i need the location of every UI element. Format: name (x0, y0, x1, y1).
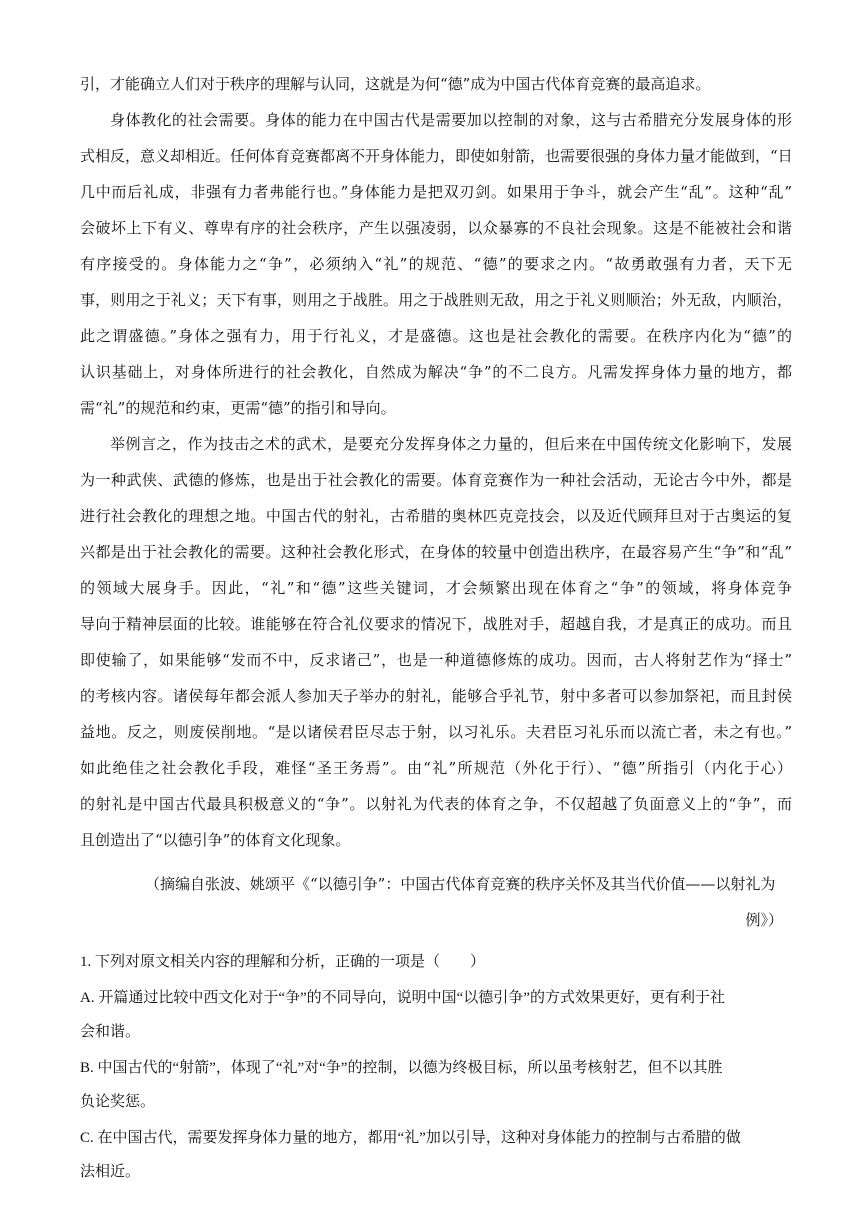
paragraph-line: 兴都是出于社会教化的需要。这种社会教化形式，在身体的较量中创造出秩序，在最容易产生“争”和“乱” (80, 543, 792, 561)
paragraph-line: 如此绝佳之社会教化手段，难怪“圣王务焉”。由“礼”所规范（外化于行）、“德”所指引（内化于心） (80, 759, 792, 777)
option-a-continued: 会和谐。 (80, 1024, 141, 1040)
paragraph-line: 即使输了，如果能够“发而不中，反求诸己”，也是一种道德修炼的成功。因而，古人将射艺作为“择士” (80, 651, 792, 669)
option-c[interactable]: C. 在中国古代，需要发挥身体力量的地方，都用“礼”加以引导，这种对身体能力的控制与古希腊的做 (80, 1130, 741, 1146)
paragraph-line: 有序接受的。身体能力之“争”，必须纳入“礼”的规范、“德”的要求之内。“故勇敢强有力者，天下无 (80, 255, 792, 273)
option-a[interactable]: A. 开篇通过比较中西文化对于“争”的不同导向，说明中国“以德引争”的方式效果更好，更有利于社 (80, 990, 725, 1006)
paragraph-line: 且创造出了“以德引争”的体育文化现象。 (80, 831, 351, 849)
paragraph-line: 进行社会教化的理想之地。中国古代的射礼，古希腊的奥林匹克竞技会，以及近代顾拜旦对于古奥运的复 (80, 507, 792, 525)
paragraph-line: 此之谓盛德。”身体之强有力，用于行礼义，才是盛德。这也是社会教化的需要。在秩序内化为“德”的 (80, 327, 792, 345)
option-b[interactable]: B. 中国古代的“射箭”，体现了“礼”对“争”的控制，以德为终极目标，所以虽考核射艺，但不以其胜 (80, 1060, 723, 1076)
source-citation-end: 例》） (745, 911, 783, 929)
source-citation: （摘编自张波、姚颂平《“以德引争”：中国古代体育竞赛的秩序关怀及其当代价值——以射礼为 (145, 875, 776, 893)
paragraph-line: 的射礼是中国古代最具积极意义的“争”。以射礼为代表的体育之争，不仅超越了负面意义上的“争”，而 (80, 795, 792, 813)
paragraph-line: 益地。反之，则废侯削地。“是以诸侯君臣尽志于射，以习礼乐。夫君臣习礼乐而以流亡者，未之有也。” (80, 723, 792, 741)
paragraph-line: 的领域大展身手。因此，“礼”和“德”这些关键词，才会频繁出现在体育之“争”的领域，将身体竞争 (80, 579, 792, 597)
paragraph-line: 事，则用之于礼义；天下有事，则用之于战胜。用之于战胜则无敌，用之于礼义则顺治；外无敌，内顺治， (80, 291, 792, 309)
paragraph-line: 为一种武侠、武德的修炼，也是出于社会教化的需要。体育竞赛作为一种社会活动，无论古今中外，都是 (80, 471, 792, 489)
paragraph-line: 的考核内容。诸侯每年都会派人参加天子举办的射礼，能够合乎礼节，射中多者可以参加祭祀，而且封侯 (80, 687, 792, 705)
paragraph-line: 式相反，意义却相近。任何体育竞赛都离不开身体能力，即使如射箭，也需要很强的身体力量才能做到，“日 (80, 147, 793, 165)
question-stem: 1. 下列对原文相关内容的理解和分析，正确的一项是（ ） (80, 954, 486, 970)
option-c-continued: 法相近。 (80, 1164, 141, 1180)
paragraph-line: 认识基础上，对身体所进行的社会教化，自然成为解决“争”的不二良方。凡需发挥身体力量的地方，都 (80, 363, 792, 381)
paragraph-line: 身体教化的社会需要。身体的能力在中国古代是需要加以控制的对象，这与古希腊充分发展身体的形 (110, 111, 792, 129)
paragraph-line: 需“礼”的规范和约束，更需“德”的指引和导向。 (80, 399, 396, 417)
paragraph-line: 会破坏上下有义、尊卑有序的社会秩序，产生以强凌弱，以众暴寡的不良社会现象。这是不能被社会和谐 (80, 219, 792, 237)
paragraph-line: 举例言之，作为技击之术的武术，是要充分发挥身体之力量的，但后来在中国传统文化影响下，发展 (110, 435, 792, 453)
paragraph-line: 导向于精神层面的比较。谁能够在符合礼仪要求的情况下，战胜对手，超越自我，才是真正的成功。而且 (80, 615, 792, 633)
paragraph-line: 引，才能确立人们对于秩序的理解与认同，这就是为何“德”成为中国古代体育竞赛的最高追求。 (80, 75, 711, 93)
option-b-continued: 负论奖惩。 (80, 1094, 156, 1110)
paragraph-line: 几中而后礼成，非强有力者弗能行也。”身体能力是把双刃剑。如果用于争斗，就会产生“乱”。这种“乱” (80, 183, 792, 201)
